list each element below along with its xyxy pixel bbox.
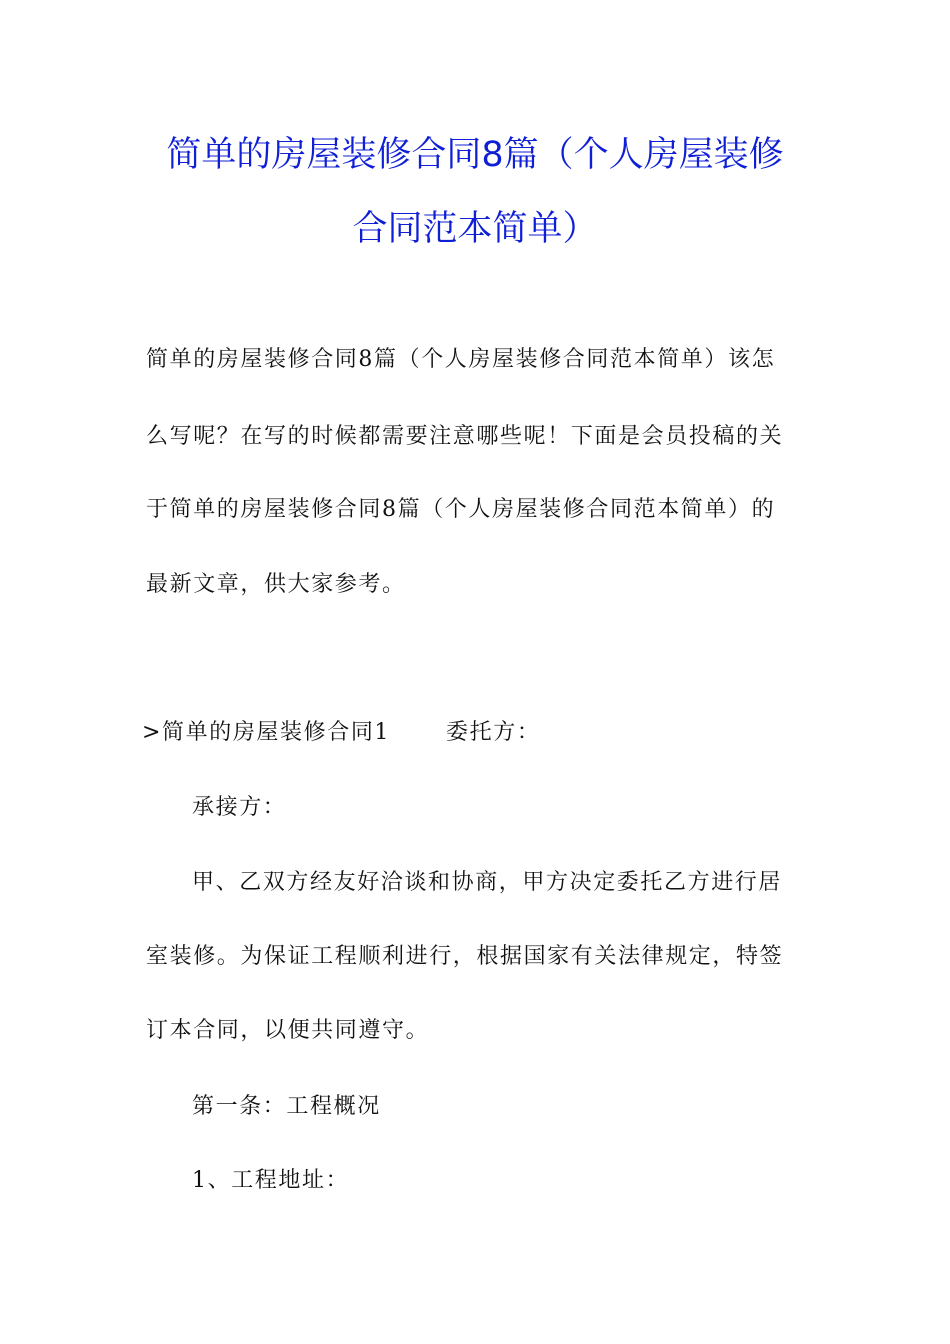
intro-line-1: 简单的房屋装修合同8篇（个人房屋装修合同范本简单）该怎	[146, 347, 776, 372]
agreement-line-1: 甲、乙双方经友好洽谈和协商，甲方决定委托乙方进行居	[192, 870, 783, 895]
intro-line-4: 最新文章，供大家参考。	[146, 572, 406, 597]
section-heading-row	[142, 718, 812, 748]
item-1-address: 1、工程地址：	[192, 1168, 350, 1193]
contractor-label: 承接方：	[192, 795, 287, 820]
document-title-line-2: 合同范本简单）	[352, 209, 598, 249]
client-label: 委托方：	[446, 720, 541, 745]
agreement-line-3: 订本合同，以便共同遵守。	[146, 1018, 430, 1043]
agreement-line-2: 室装修。为保证工程顺利进行，根据国家有关法律规定，特签	[146, 944, 784, 969]
intro-line-3: 于简单的房屋装修合同8篇（个人房屋装修合同范本简单）的	[146, 497, 776, 522]
intro-line-2: 么写呢？在写的时候都需要注意哪些呢！下面是会员投稿的关	[146, 424, 784, 449]
section-heading: >简单的房屋装修合同1	[142, 720, 391, 745]
document-title-line-1: 简单的房屋装修合同8篇（个人房屋装修	[166, 135, 784, 175]
article-1-heading: 第一条：工程概况	[192, 1094, 381, 1119]
